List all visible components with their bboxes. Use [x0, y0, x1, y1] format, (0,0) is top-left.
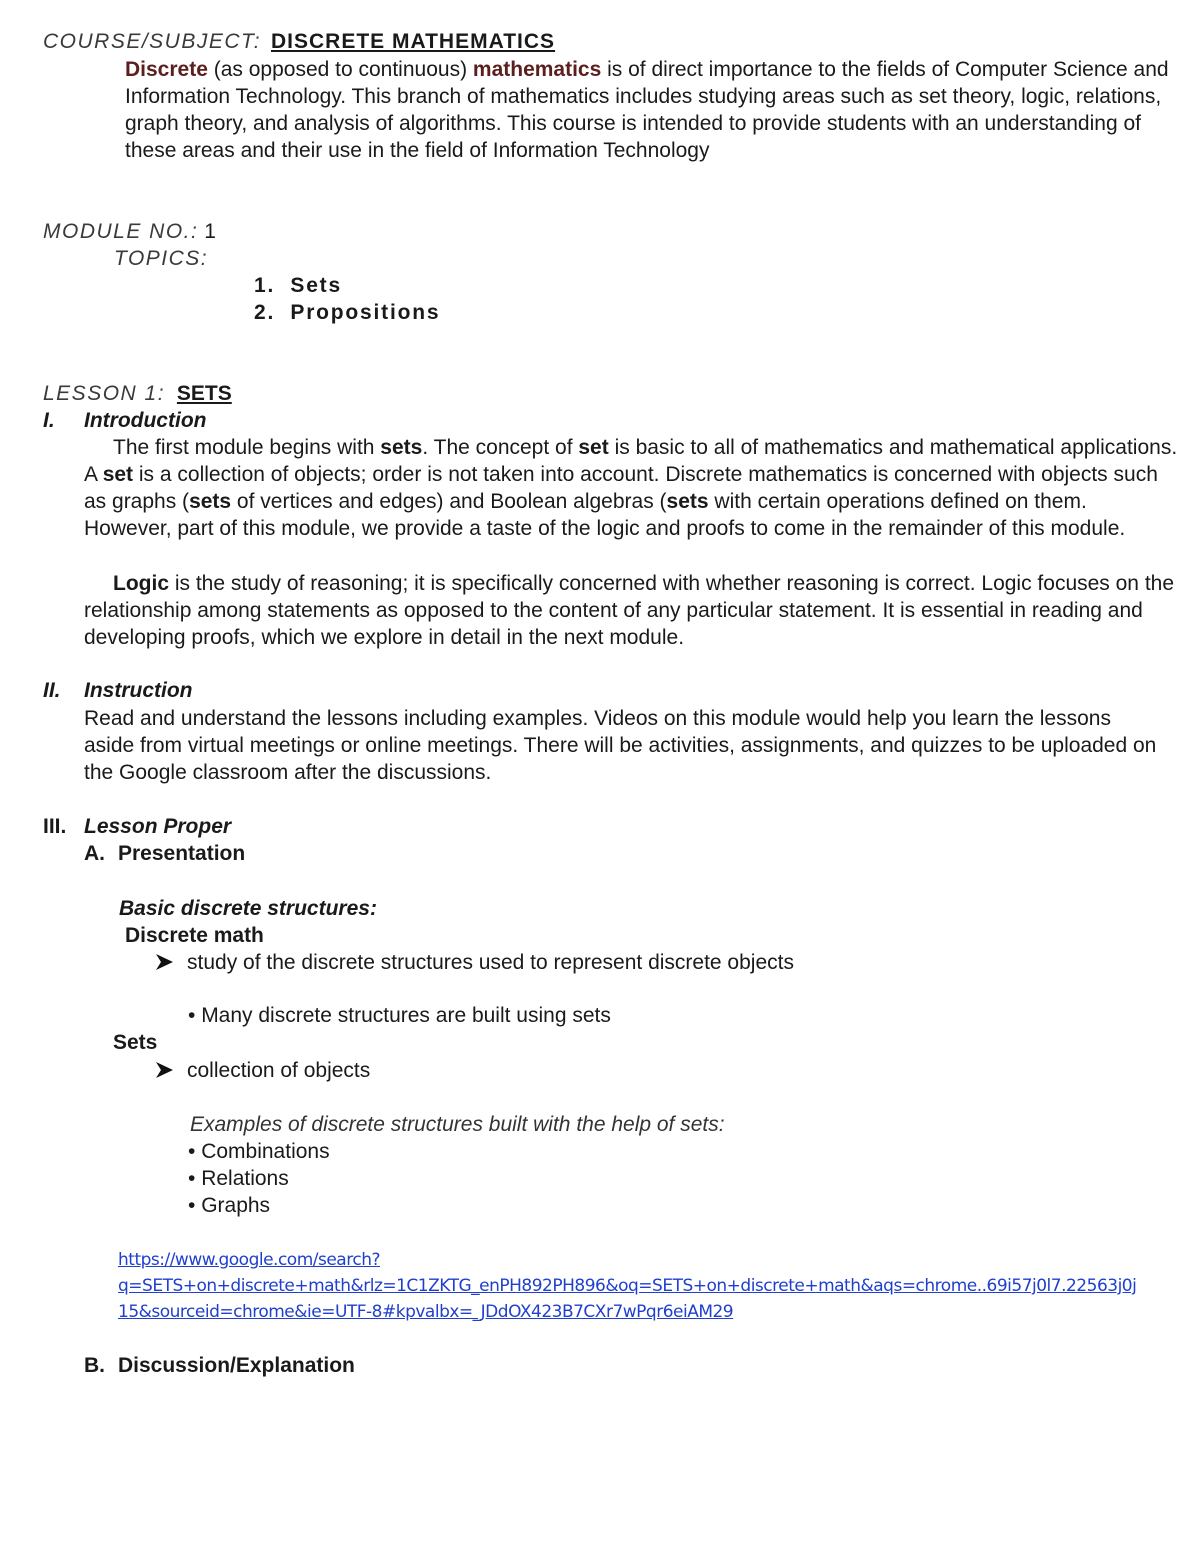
module-label: MODULE NO.:: [43, 220, 199, 243]
lesson-label: LESSON 1:: [43, 382, 166, 405]
sets-label: Sets: [113, 1031, 158, 1054]
subsection-letter: B.: [84, 1354, 105, 1377]
instruction-paragraph: Read and understand the lessons including examples. Videos on this module would help you learn the lessons aside from virtual meetings or online meetings. There will be activities, assignments, and quizzes to be uploaded on the Google classroom after the discussions.: [84, 707, 1157, 784]
reference-link-line-1[interactable]: https://www.google.com/search?: [118, 1250, 380, 1270]
example-item: • Graphs: [188, 1194, 271, 1217]
course-label: COURSE/SUBJECT:: [43, 30, 262, 53]
module-number: [43, 218, 216, 245]
lesson-proper-heading: Lesson Proper: [84, 815, 232, 838]
dot-bullet-icon: •: [188, 1004, 202, 1027]
reference-link-line-3[interactable]: 15&sourceid=chrome&ie=UTF-8#kpvalbx=_JDdOX423B7CXr7wPqr6eiAM29: [118, 1302, 734, 1322]
instruction-heading: Instruction: [84, 679, 193, 702]
topic-item: 1. Sets: [254, 274, 342, 297]
arrow-bullet-icon: [155, 953, 175, 971]
topics-label: TOPICS:: [114, 247, 209, 270]
course-title: DISCRETE MATHEMATICS: [270, 30, 556, 53]
course-description: Discrete (as opposed to continuous) mathematics is of direct importance to the fields of Computer Science and Information Technology. This branch of mathematics includes studying areas such as set theory, logic, relations, graph theory, and analysis of algorithms. This course is intended to provide students with an understanding of these areas and their use in the field of Information Technology: [125, 58, 1169, 162]
introduction-paragraph-2: Logic is the study of reasoning; it is specifically concerned with whether reasoning is correct. Logic focuses on the relationship among statements as opposed to the content of any particular statement. It is essential in reading and developing proofs, which we explore in detail in the next module.: [84, 572, 1175, 649]
example-item: • Relations: [188, 1167, 289, 1190]
course-header: [43, 28, 555, 55]
module-value: 1: [204, 220, 216, 243]
arrow-bullet-icon: [155, 1061, 175, 1079]
topic-item: 2. Propositions: [254, 301, 441, 324]
bullet-item: • Many discrete structures are built using sets: [188, 1004, 611, 1027]
bullet-item: study of the discrete structures used to represent discrete objects: [155, 949, 794, 976]
subsection-letter: A.: [84, 842, 105, 865]
keyword-mathematics: mathematics: [472, 58, 602, 81]
section-numeral: II.: [43, 679, 61, 702]
structures-heading: Basic discrete structures:: [119, 897, 377, 920]
lesson-header: [43, 380, 232, 407]
presentation-heading: Presentation: [118, 842, 246, 865]
introduction-paragraph-1: The first module begins with sets. The concept of set is basic to all of mathematics and mathematical applications. A set is a collection of objects; order is not taken into account. Discrete mathematics is concerned with objects such as graphs (sets of vertices and edges) and Boolean algebras (sets with certain operations defined on them. However, part of this module, we provide a taste of the logic and proofs to come in the remainder of this module.: [84, 436, 1178, 540]
section-numeral: III.: [43, 815, 67, 838]
reference-link-line-2[interactable]: q=SETS+on+discrete+math&rlz=1C1ZKTG_enPH892PH896&oq=SETS+on+discrete+math&aqs=chrome..69i57j0l7.22563j0j: [118, 1276, 1137, 1296]
lesson-title: SETS: [176, 382, 232, 405]
bullet-item: collection of objects: [155, 1057, 370, 1084]
keyword-discrete: Discrete: [125, 58, 208, 81]
discrete-math-label: Discrete math: [125, 924, 264, 947]
discussion-heading: Discussion/Explanation: [118, 1354, 355, 1377]
examples-heading: Examples of discrete structures built with the help of sets:: [190, 1113, 725, 1136]
example-item: • Combinations: [188, 1140, 330, 1163]
introduction-heading: Introduction: [84, 409, 207, 432]
section-numeral: I.: [43, 409, 55, 432]
